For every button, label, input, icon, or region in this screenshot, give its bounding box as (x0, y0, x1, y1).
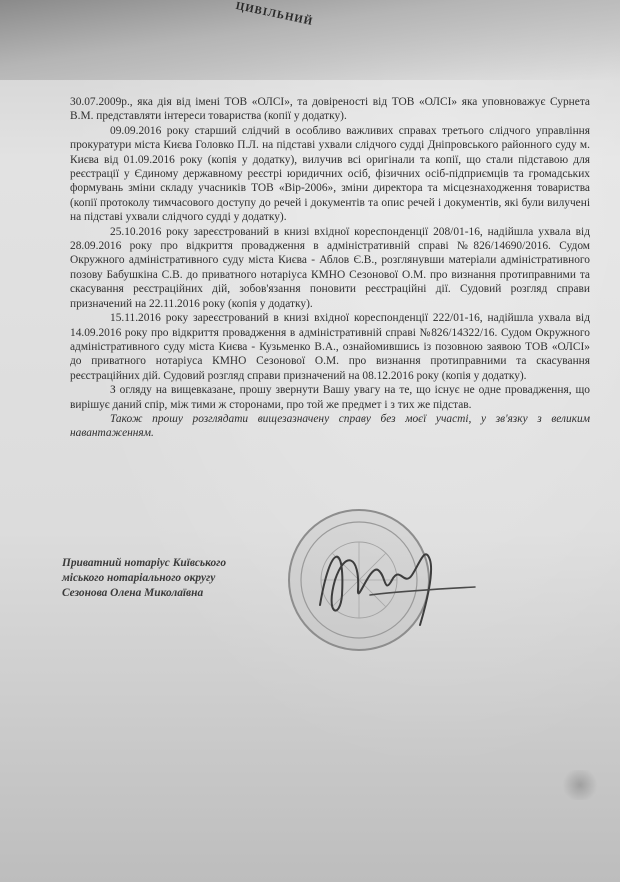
signer-district-line: міського нотаріального округу (62, 572, 216, 584)
signer-name-line: Сезонова Олена Миколаївна (62, 587, 204, 599)
paragraph-absence: Також прошу розглядати вищезазначену справу без моєї участі, у зв'язку з великим навантаженням. (70, 412, 590, 440)
paragraph-case-1: 25.10.2016 року зареєстрований в книзі вхідної кореспонденції 208/01-16, надійшла ухвала від 28.09.2016 року про відкриття провадження в адміністративній справі №826/14690/2016. Судом Окружного адміністративного суду міста Києва - Аблов Є.В., розглянувши матеріали адміністративного позову Бабушкіна С.В. до приватного нотаріуса КМНО Сезонової О.М. про визнання протиправними та скасування реєстраційних дій, зобов'язання поновити реєстраційні дії. Судовий розгляд справи призначений на 22.11.2016 року (копія у додатку). (70, 225, 590, 310)
background-book-title: ЦИВІЛЬНИЙ (234, 0, 315, 29)
paragraph-request: З огляду на вищевказане, прошу звернути Вашу увагу на те, що існує не одне провадження, що вирішує даний спір, між тими ж сторонами, про той же предмет і з тих же підстав. (70, 384, 590, 411)
background-book-edge (0, 0, 620, 80)
handwritten-signature-icon (300, 525, 480, 630)
paragraph-seizure: 09.09.2016 року старший слідчий в особливо важливих справах третього слідчого управління прокуратури міста Києва Головко П.Л. на підставі ухвали слідчого судді Дніпровського районного суду м. Києва від 01.09.2016 року (копія у додатку), вилучив всі оригінали та копії, що стали підставою для реєстрації у Єдиному державному реєстрі юридичних осіб, фізичних осіб-підприємців та громадських формувань зміни складу учасників ТОВ «Вір-2006», зміни директора та місцезнаходження товариства (копії протоколу тимчасового доступу до речей і документів та опис речей і документів, які були вилучені на підставі ухвали слідчого судді у додатку). (70, 124, 590, 224)
signer-block (62, 556, 262, 601)
paragraph-credentials: 30.07.2009р., яка дія від імені ТОВ «ОЛСІ», та довіреності від ТОВ «ОЛСІ» яка уповноважує Сурнета В.М. представляти інтереси товариства (копії у додатку). (70, 96, 590, 123)
signer-title-line: Приватний нотаріус Київського (62, 557, 227, 569)
paragraph-case-2: 15.11.2016 року зареєстрований в книзі вхідної кореспонденції 222/01-16, надійшла ухвала від 14.09.2016 року про відкриття провадження в адміністративній справі №826/14322/16. Судом Окружного адміністративного суду міста Києва - Кузьменко В.А., ознайомившись із позовною заявою ТОВ «ОЛСІ» до приватного нотаріуса КМНО Сезонової О.М. про визнання протиправними та скасування реєстраційних дій. Судовий розгляд справи призначений на 08.12.2016 року (копія у додатку). (70, 312, 590, 382)
document-page (70, 95, 590, 875)
scan-smudge (560, 770, 600, 800)
